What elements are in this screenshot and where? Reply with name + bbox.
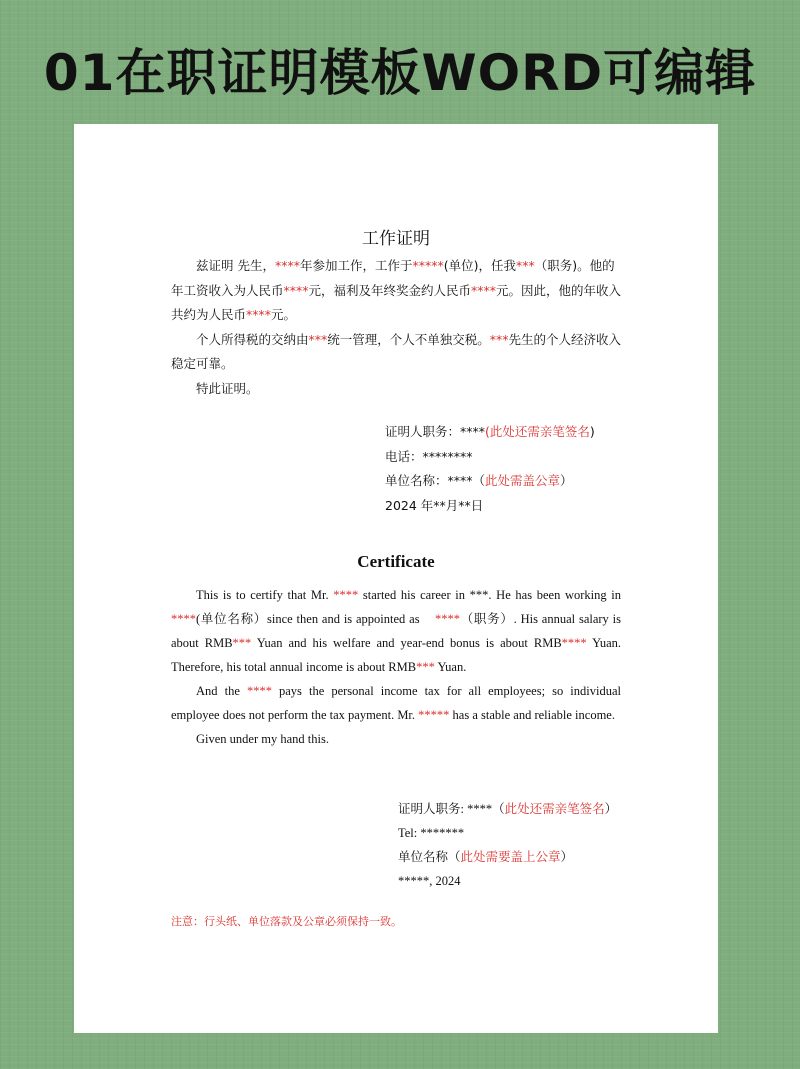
text-run: started his career in ***. He has been working in bbox=[358, 588, 622, 602]
text-run: And the bbox=[196, 684, 247, 698]
cn-paragraph-1 bbox=[171, 254, 623, 328]
text-run: 元。 bbox=[271, 307, 297, 322]
text-run: ） bbox=[560, 850, 574, 864]
placeholder-mark: *** bbox=[516, 258, 535, 273]
text-run: ） bbox=[604, 802, 618, 816]
text-run: 证明人职务: ****（ bbox=[398, 802, 505, 816]
text-run: 证明人职务：**** bbox=[385, 424, 486, 439]
placeholder-mark: **** bbox=[561, 636, 587, 650]
placeholder-mark: **** bbox=[246, 684, 272, 698]
placeholder-mark: *** bbox=[308, 331, 328, 347]
page-title: 01在职证明模板WORD可编辑 bbox=[43, 44, 757, 102]
signature-note: (此处还需亲笔签名 bbox=[485, 424, 590, 439]
document-page bbox=[74, 124, 718, 1033]
cn-company-line bbox=[385, 469, 595, 494]
en-paragraph-2 bbox=[171, 679, 621, 727]
placeholder-mark: **** bbox=[434, 612, 460, 626]
text-run: Yuan and his welfare and year-end bonus is about RMB bbox=[251, 636, 562, 650]
placeholder-mark: **** bbox=[274, 258, 300, 273]
text-run: 元。因此，他的年收入共约为人民币 bbox=[171, 282, 622, 322]
text-run: 年参加工作，工作于 bbox=[299, 258, 413, 273]
cn-date-line: 2024 年**月**日 bbox=[385, 497, 484, 513]
cn-certificate-title: 工作证明 bbox=[362, 229, 430, 249]
en-phone-line: Tel: ******* bbox=[398, 826, 465, 840]
en-paragraph-1 bbox=[171, 583, 621, 679]
text-run: 单位名称：****（ bbox=[385, 473, 486, 488]
cn-paragraph-2 bbox=[171, 328, 623, 377]
text-run: 元，福利及年终奖金约人民币 bbox=[308, 282, 472, 298]
text-run: 先生的个人经济收入稳定可靠。 bbox=[171, 331, 622, 371]
text-run: ） bbox=[560, 473, 573, 488]
seal-note: 此处需要盖上公章 bbox=[460, 850, 561, 864]
text-run: pays the personal income tax for all employees; so individual employee does not perform the tax payment. Mr. bbox=[171, 684, 621, 722]
text-run: 个人所得税的交纳由 bbox=[196, 331, 309, 347]
text-run: （职务）. His annual salary is about RMB bbox=[171, 612, 621, 650]
placeholder-mark: ***** bbox=[418, 708, 450, 722]
placeholder-mark: **** bbox=[283, 282, 309, 298]
text-run: (单位)，任我 bbox=[443, 258, 517, 273]
cn-paragraph-3: 特此证明。 bbox=[196, 380, 259, 396]
en-paragraph-3: Given under my hand this. bbox=[196, 732, 329, 746]
text-run: (单位名称）since then and is appointed as bbox=[196, 612, 435, 626]
cn-signature-block bbox=[385, 420, 595, 518]
text-run: Yuan. Therefore, his total annual income is about RMB bbox=[171, 636, 621, 674]
cn-phone-line: 电话：******** bbox=[385, 448, 473, 464]
en-certificate-body bbox=[171, 583, 621, 751]
placeholder-mark: *** bbox=[232, 636, 252, 650]
placeholder-mark: ***** bbox=[412, 258, 444, 273]
text-run: Yuan. bbox=[434, 660, 467, 674]
text-run: 统一管理，个人不单独交税。 bbox=[327, 331, 490, 347]
en-signature-block bbox=[398, 797, 617, 893]
text-run: 单位名称（ bbox=[398, 850, 461, 864]
placeholder-mark: **** bbox=[171, 612, 196, 626]
seal-note: 此处需盖公章 bbox=[485, 473, 561, 488]
placeholder-mark: *** bbox=[416, 660, 435, 674]
placeholder-mark: *** bbox=[489, 331, 509, 347]
en-signer-title-line bbox=[398, 797, 617, 821]
en-certificate-title: Certificate bbox=[357, 552, 435, 571]
signature-note: 此处还需亲笔签名 bbox=[504, 802, 605, 816]
text-run: ) bbox=[589, 424, 595, 439]
en-date-line: *****, 2024 bbox=[398, 874, 461, 888]
text-run: This is to certify that Mr. bbox=[196, 588, 334, 602]
text-run: has a stable and reliable income. bbox=[449, 708, 615, 722]
cn-certificate-body bbox=[171, 254, 623, 401]
text-run: （职务)。他的年工资收入为人民币 bbox=[171, 258, 615, 298]
placeholder-mark: **** bbox=[246, 307, 272, 322]
cn-signer-title-line bbox=[385, 420, 595, 445]
text-run: 兹证明 先生， bbox=[196, 258, 275, 273]
footer-note: 注意：行头纸、单位落款及公章必须保持一致。 bbox=[171, 916, 402, 928]
en-company-line bbox=[398, 845, 617, 869]
placeholder-mark: **** bbox=[471, 282, 497, 298]
placeholder-mark: **** bbox=[333, 588, 359, 602]
